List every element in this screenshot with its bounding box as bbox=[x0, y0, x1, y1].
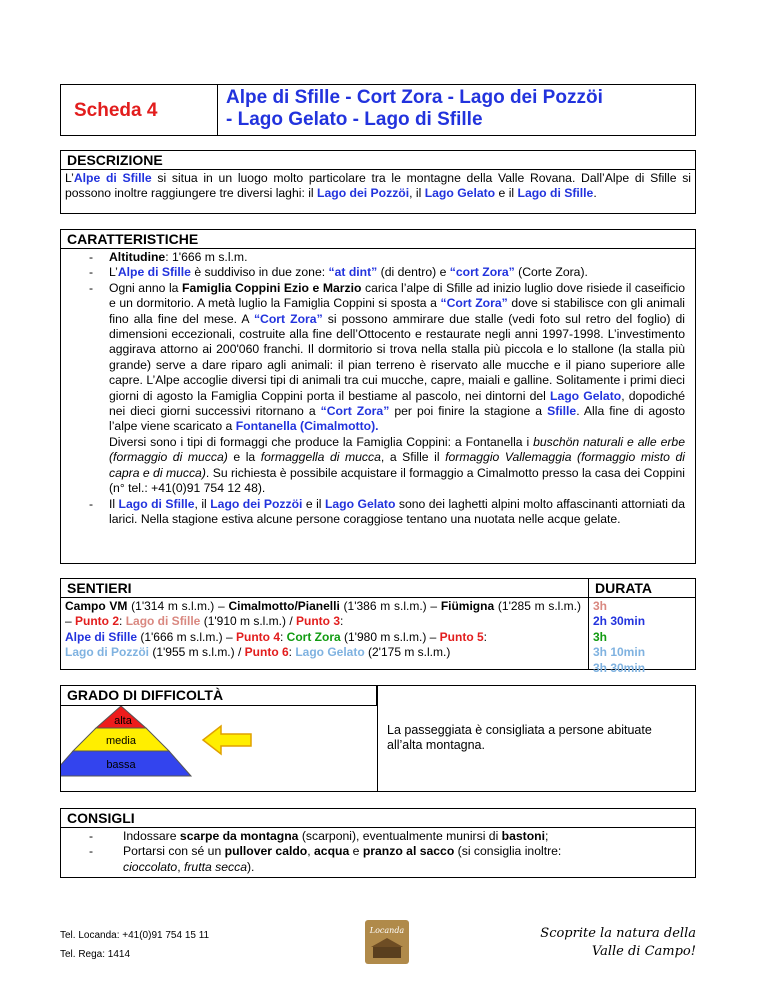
sentieri-text: Campo VM (1'314 m s.l.m.) – Cimalmotto/Pianelli (1'386 m s.l.m.) – Fiümigna (1'285 m s.l.m.) – Punto 2: Lago di Sfille (1'910 m s.l.m.) / Punto 3: Alpe di Sfille (1'666 m s.l.m.) – Punto 4: Cort Zora (1'980 m s.l.m.) – Punto 5: Lago di Pozzöi (1'955 m s.l.m.) / Punto 6: Lago Gelato (2'175 m s.l.m.) bbox=[65, 599, 582, 660]
arrow-left-icon bbox=[203, 726, 251, 754]
list-item: - Il Lago di Sfille, il Lago dei Pozzöi e il Lago Gelato sono dei laghetti alpini molto affascinanti attorniati da larici. Nella stagione estiva alcune persone coraggiose tentano una nuotata nelle acque gelate. bbox=[89, 496, 685, 526]
difficolta-heading: GRADO DI DIFFICOLTÀ bbox=[61, 686, 377, 706]
descrizione-heading: DESCRIZIONE bbox=[61, 151, 695, 170]
caratteristiche-section bbox=[60, 229, 696, 564]
difficolta-text: La passeggiata è consigliata a persone abituate all’alta montagna. bbox=[387, 723, 652, 752]
descrizione-text: L’Alpe di Sfille si situa in un luogo molto particolare tra le montagne della Valle Rovana. Dall’Alpe di Sfille si possono inoltre raggiungere tre diversi laghi: il Lago dei Pozzöi, il Lago Gelato e il Lago di Sfille. bbox=[65, 171, 692, 201]
tel-rega: Tel. Rega: 1414 bbox=[60, 949, 131, 960]
footer-phones bbox=[60, 926, 209, 964]
list-item: - Portarsi con sé un pullover caldo, acqua e pranzo al sacco (si consiglia inoltre: cioccolato, frutta secca). bbox=[89, 844, 562, 874]
tel-locanda: Tel. Locanda: +41(0)91 754 15 11 bbox=[60, 930, 210, 941]
caratteristiche-heading: CARATTERISTICHE bbox=[61, 230, 695, 249]
difficulty-pyramid bbox=[61, 706, 261, 786]
sentieri-divider bbox=[588, 598, 589, 669]
caratteristiche-list bbox=[61, 249, 695, 527]
footer-slogan: Scoprite la natura della Valle di Campo! bbox=[540, 926, 696, 959]
list-item: - L’Alpe di Sfille è suddiviso in due zone: “at dint” (di dentro) e “cort Zora” (Corte Zora). bbox=[89, 265, 588, 280]
consigli-list bbox=[61, 828, 695, 876]
durata-list: 3h 2h 30min 3h 3h 10min 3h 30min bbox=[593, 599, 646, 675]
list-item: - Ogni anno la Famiglia Coppini Ezio e Marzio carica l’alpe di Sfille ad inizio luglio dove risiede il caseificio e un dormitorio. A metà luglio la Famiglia Coppini si sposta a “Cort Zora” dove si stabilisce con gli animali fino alla fine del mese. A “Cort Zora” si possono ammirare due stalle (vedi foto sul retro del foglio) di dimensioni eccezionali, costruite alla fine dell’Ottocento e restaurate negli anni 1997-1998. L’investimento aggirava attorno ai 200'060 franchi. Il dormitorio si trova nella stalla più piccola e lo stallone (la stalla più grande) serve a dare riparo agli animali: il pian terreno è riservato alle mucche e il piano superiore alle capre. L’Alpe accoglie diversi tipi di animali tra cui mucche, capre, maiali e galline. Solitamente i primi dieci giorni di agosto la Famiglia Coppini porta il bestiame al pascolo, nei dintorni del Lago Gelato, dopodiché nei dieci giorni successivi ritornano a “Cort Zora” per poi finire la stagione a Sfille. Alla fine di agosto l’alpe viene scaricato a Fontanella (Cimalmotto). Diversi sono i tipi di formaggi che produce la Famiglia Coppini: a Fontanella i buschön naturali e alle erbe (formaggio di mucca) e la formaggella di mucca, a Sfille il formaggio Vallemaggia (formaggio misto di capra e di mucca). Su richiesta è possibile acquistare il formaggio a Cimalmotto presso la casa dei Coppini (n° tel.: +41(0)91 754 12 48). bbox=[89, 280, 686, 496]
page-title: Alpe di Sfille - Cort Zora - Lago dei Pozzöi - Lago Gelato - Lago di Sfille bbox=[226, 87, 603, 130]
difficolta-divider bbox=[377, 686, 378, 791]
consigli-section bbox=[60, 808, 696, 878]
label-alta: alta bbox=[114, 715, 132, 727]
label-media: media bbox=[106, 735, 136, 747]
list-item: - Altitudine: 1'666 m s.l.m. bbox=[89, 250, 248, 264]
locanda-logo: Locanda bbox=[365, 920, 409, 964]
list-item: - Indossare scarpe da montagna (scarponi), eventualmente munirsi di bastoni; bbox=[89, 829, 549, 843]
consigli-heading: CONSIGLI bbox=[61, 809, 695, 828]
scheda-label: Scheda 4 bbox=[74, 100, 158, 121]
difficolta-section bbox=[60, 685, 696, 792]
house-icon bbox=[373, 946, 401, 958]
durata-heading: DURATA bbox=[588, 579, 695, 598]
label-bassa: bassa bbox=[106, 759, 136, 771]
sentieri-heading: SENTIERI bbox=[61, 579, 588, 598]
descrizione-section bbox=[60, 150, 696, 214]
sentieri-section bbox=[60, 578, 696, 675]
